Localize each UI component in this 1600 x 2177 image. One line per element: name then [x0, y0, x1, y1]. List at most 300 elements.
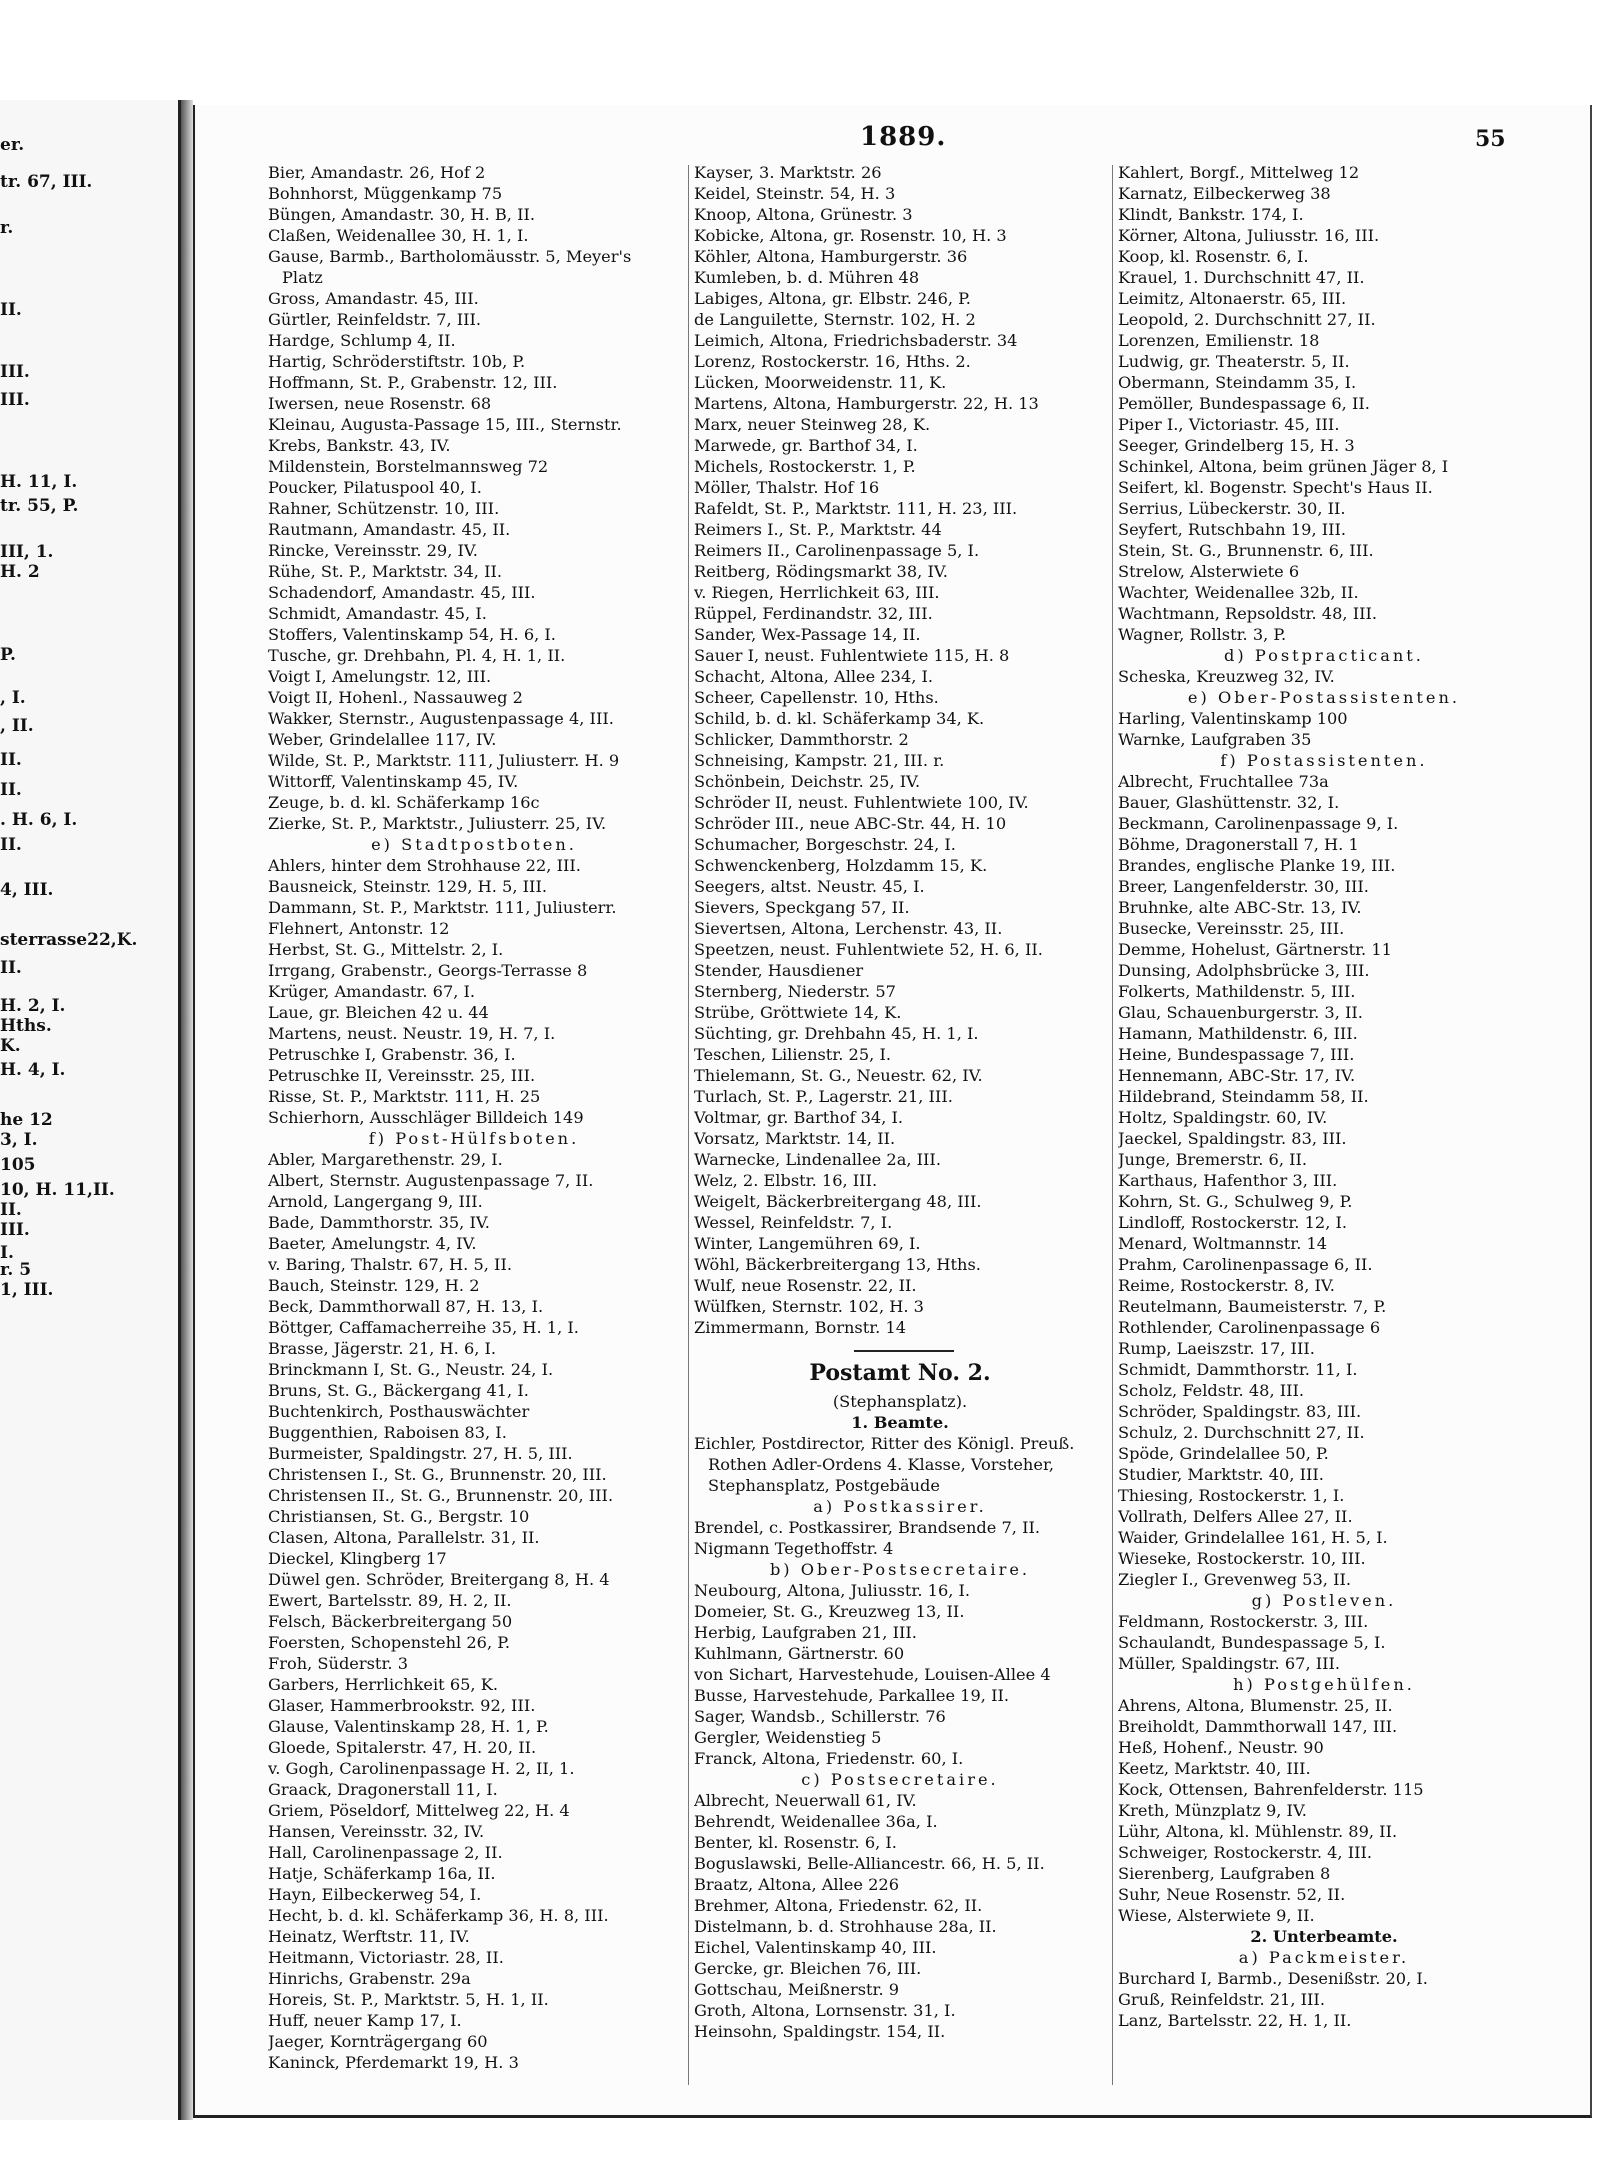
- previous-page-fragment: II.: [0, 835, 22, 855]
- directory-entry: Bruhnke, alte ABC-Str. 13, IV.: [1118, 898, 1362, 917]
- previous-page-fragment: , II.: [0, 716, 34, 736]
- directory-entry: Rahner, Schützenstr. 10, III.: [268, 499, 500, 518]
- section-heading: d) Postpracticant.: [1224, 646, 1424, 665]
- directory-entry: Piper I., Victoriastr. 45, III.: [1118, 415, 1340, 434]
- directory-entry: Hamann, Mathildenstr. 6, III.: [1118, 1024, 1358, 1043]
- directory-entry: Wiese, Alsterwiete 9, II.: [1118, 1906, 1315, 1925]
- office-subheading: (Stephansplatz).: [832, 1392, 968, 1411]
- directory-entry: Christensen I., St. G., Brunnenstr. 20, III.: [268, 1465, 607, 1484]
- directory-entry: Düwel gen. Schröder, Breitergang 8, H. 4: [268, 1570, 610, 1589]
- directory-entry: Breer, Langenfelderstr. 30, III.: [1118, 877, 1369, 896]
- directory-entry: Kohrn, St. G., Schulweg 9, P.: [1118, 1192, 1353, 1211]
- directory-entry: Petruschke II, Vereinsstr. 25, III.: [268, 1066, 536, 1085]
- directory-entry: Clasen, Altona, Parallelstr. 31, II.: [268, 1528, 540, 1547]
- directory-entry: Heinsohn, Spaldingstr. 154, II.: [694, 2022, 946, 2041]
- directory-entry: Kayser, 3. Marktstr. 26: [694, 163, 882, 182]
- directory-entry: Ahlers, hinter dem Strohhause 22, III.: [268, 856, 581, 875]
- directory-entry: Stein, St. G., Brunnenstr. 6, III.: [1118, 541, 1374, 560]
- directory-entry: Herbig, Laufgraben 21, III.: [694, 1623, 917, 1642]
- directory-entry: Rautmann, Amandastr. 45, II.: [268, 520, 511, 539]
- directory-entry: Seegers, altst. Neustr. 45, I.: [694, 877, 925, 896]
- directory-entry: Jaeger, Kornträgergang 60: [268, 2032, 488, 2051]
- directory-entry: Pemöller, Bundespassage 6, II.: [1118, 394, 1370, 413]
- directory-entry: Prahm, Carolinenpassage 6, II.: [1118, 1255, 1373, 1274]
- directory-entry: Glau, Schauenburgerstr. 3, II.: [1118, 1003, 1363, 1022]
- directory-entry: Böttger, Caffamacherreihe 35, H. 1, I.: [268, 1318, 579, 1337]
- directory-entry: Gross, Amandastr. 45, III.: [268, 289, 479, 308]
- directory-entry: Turlach, St. P., Lagerstr. 21, III.: [694, 1087, 953, 1106]
- previous-page-fragment: , I.: [0, 688, 26, 708]
- directory-entry: Poucker, Pilatuspool 40, I.: [268, 478, 482, 497]
- directory-entry: Möller, Thalstr. Hof 16: [694, 478, 880, 497]
- directory-entry: Jaeckel, Spaldingstr. 83, III.: [1118, 1129, 1347, 1148]
- directory-entry: Herbst, St. G., Mittelstr. 2, I.: [268, 940, 504, 959]
- directory-entry: Müller, Spaldingstr. 67, III.: [1118, 1654, 1341, 1673]
- directory-entry: Speetzen, neust. Fuhlentwiete 52, H. 6, II.: [694, 940, 1043, 959]
- directory-entry: Stoffers, Valentinskamp 54, H. 6, I.: [268, 625, 556, 644]
- page-header-year: 1889.: [860, 122, 947, 152]
- directory-entry: Strübe, Gröttwiete 14, K.: [694, 1003, 902, 1022]
- directory-entry: Eichler, Postdirector, Ritter des Königl. Preuß.: [694, 1434, 1075, 1453]
- directory-entry: Michels, Rostockerstr. 1, P.: [694, 457, 916, 476]
- directory-entry: Winter, Langemühren 69, I.: [694, 1234, 921, 1253]
- directory-entry: Sievers, Speckgang 57, II.: [694, 898, 910, 917]
- directory-entry: Schinkel, Altona, beim grünen Jäger 8, I: [1118, 457, 1449, 476]
- previous-page-fragment: tr. 55, P.: [0, 496, 79, 516]
- directory-entry: Huff, neuer Kamp 17, I.: [268, 2011, 462, 2030]
- directory-entry: Obermann, Steindamm 35, I.: [1118, 373, 1357, 392]
- directory-entry: Voigt I, Amelungstr. 12, III.: [268, 667, 492, 686]
- directory-entry: Gause, Barmb., Bartholomäusstr. 5, Meyer's: [268, 247, 632, 266]
- directory-entry: Schumacher, Borgeschstr. 24, I.: [694, 835, 956, 854]
- directory-entry: Vorsatz, Marktstr. 14, II.: [694, 1129, 896, 1148]
- previous-page-fragment: 1, III.: [0, 1280, 54, 1300]
- directory-entry: Ludwig, gr. Theaterstr. 5, II.: [1118, 352, 1350, 371]
- directory-entry: Glause, Valentinskamp 28, H. 1, P.: [268, 1717, 549, 1736]
- directory-entry: Reitberg, Rödingsmarkt 38, IV.: [694, 562, 948, 581]
- directory-entry: Kobicke, Altona, gr. Rosenstr. 10, H. 3: [694, 226, 1007, 245]
- directory-entry: Dunsing, Adolphsbrücke 3, III.: [1118, 961, 1370, 980]
- previous-page-fragment: II.: [0, 1200, 22, 1220]
- directory-entry: Weigelt, Bäckerbreitergang 48, III.: [694, 1192, 982, 1211]
- directory-entry: Wieseke, Rostockerstr. 10, III.: [1118, 1549, 1366, 1568]
- section-heading: e) Stadtpostboten.: [371, 835, 577, 854]
- directory-entry: Busecke, Vereinsstr. 25, III.: [1118, 919, 1345, 938]
- directory-entry: Hecht, b. d. kl. Schäferkamp 36, H. 8, III.: [268, 1906, 609, 1925]
- directory-entry: Krauel, 1. Durchschnitt 47, II.: [1118, 268, 1365, 287]
- directory-entry: Buchtenkirch, Posthauswächter: [268, 1402, 530, 1421]
- directory-entry: Seeger, Grindelberg 15, H. 3: [1118, 436, 1355, 455]
- directory-entry: Busse, Harvestehude, Parkallee 19, II.: [694, 1686, 1010, 1705]
- previous-page-fragment: sterrasse22,K.: [0, 930, 138, 950]
- section-heading: f) Post-Hülfsboten.: [368, 1129, 580, 1148]
- directory-entry: Heinatz, Werftstr. 11, IV.: [268, 1927, 470, 1946]
- previous-page-fragment: H. 2, I.: [0, 996, 66, 1016]
- directory-entry: Brehmer, Altona, Friedenstr. 62, II.: [694, 1896, 983, 1915]
- directory-entry: Albrecht, Fruchtallee 73a: [1118, 772, 1329, 791]
- directory-entry: Gottschau, Meißnerstr. 9: [694, 1980, 900, 1999]
- directory-entry: Brandes, englische Planke 19, III.: [1118, 856, 1396, 875]
- directory-entry: Warnke, Laufgraben 35: [1118, 730, 1312, 749]
- directory-entry: Braatz, Altona, Allee 226: [694, 1875, 899, 1894]
- book-gutter: [181, 100, 193, 2120]
- directory-entry: Wülfken, Sternstr. 102, H. 3: [694, 1297, 924, 1316]
- directory-entry: Lorenzen, Emilienstr. 18: [1118, 331, 1320, 350]
- previous-page-fragment: H. 11, I.: [0, 472, 78, 492]
- directory-entry: Albrecht, Neuerwall 61, IV.: [694, 1791, 917, 1810]
- directory-entry: Griem, Pöseldorf, Mittelweg 22, H. 4: [268, 1801, 570, 1820]
- previous-page-fragment: I.: [0, 1243, 14, 1263]
- directory-entry: Heß, Hohenf., Neustr. 90: [1118, 1738, 1324, 1757]
- directory-entry: Leopold, 2. Durchschnitt 27, II.: [1118, 310, 1376, 329]
- directory-entry: Vollrath, Delfers Allee 27, II.: [1118, 1507, 1353, 1526]
- directory-entry: Heitmann, Victoriastr. 28, II.: [268, 1948, 504, 1967]
- directory-entry: Schadendorf, Amandastr. 45, III.: [268, 583, 536, 602]
- section-heading: a) Postkassirer.: [813, 1497, 987, 1516]
- directory-entry: Petruschke I, Grabenstr. 36, I.: [268, 1045, 516, 1064]
- directory-entry: Eichel, Valentinskamp 40, III.: [694, 1938, 937, 1957]
- directory-entry: Zierke, St. P., Marktstr., Juliusterr. 25, IV.: [268, 814, 607, 833]
- directory-entry: Kuhlmann, Gärtnerstr. 60: [694, 1644, 905, 1663]
- directory-entry: Schild, b. d. kl. Schäferkamp 34, K.: [694, 709, 985, 728]
- column-divider: [1112, 165, 1113, 2085]
- directory-entry: Menard, Woltmannstr. 14: [1118, 1234, 1328, 1253]
- directory-entry: Bade, Dammthorstr. 35, IV.: [268, 1213, 490, 1232]
- directory-entry-continuation: Platz: [282, 268, 323, 287]
- directory-entry: Bier, Amandastr. 26, Hof 2: [268, 163, 486, 182]
- directory-entry: Warnecke, Lindenallee 2a, III.: [694, 1150, 941, 1169]
- previous-page-fragment: II.: [0, 750, 22, 770]
- directory-entry: Wittorff, Valentinskamp 45, IV.: [268, 772, 519, 791]
- directory-entry: Kaninck, Pferdemarkt 19, H. 3: [268, 2053, 519, 2072]
- directory-entry: Brendel, c. Postkassirer, Brandsende 7, II.: [694, 1518, 1041, 1537]
- directory-column-left: [268, 162, 680, 2073]
- directory-entry: Schierhorn, Ausschläger Billdeich 149: [268, 1108, 584, 1127]
- directory-entry: Keetz, Marktstr. 40, III.: [1118, 1759, 1311, 1778]
- directory-entry: Weber, Grindelallee 117, IV.: [268, 730, 497, 749]
- directory-entry: Hinrichs, Grabenstr. 29a: [268, 1969, 471, 1988]
- directory-entry: Kahlert, Borgf., Mittelweg 12: [1118, 163, 1360, 182]
- directory-entry: Rühe, St. P., Marktstr. 34, II.: [268, 562, 503, 581]
- directory-entry: Thiesing, Rostockerstr. 1, I.: [1118, 1486, 1345, 1505]
- directory-entry: Felsch, Bäckerbreitergang 50: [268, 1612, 513, 1631]
- directory-entry: Schröder II, neust. Fuhlentwiete 100, IV.: [694, 793, 1029, 812]
- directory-entry: Schmidt, Dammthorstr. 11, I.: [1118, 1360, 1358, 1379]
- directory-entry: Christensen II., St. G., Brunnenstr. 20, III.: [268, 1486, 614, 1505]
- directory-entry: v. Gogh, Carolinenpassage H. 2, II, 1.: [268, 1759, 575, 1778]
- directory-entry: Feldmann, Rostockerstr. 3, III.: [1118, 1612, 1369, 1631]
- directory-column-middle: [694, 162, 1106, 2042]
- directory-entry: Rincke, Vereinsstr. 29, IV.: [268, 541, 478, 560]
- directory-entry: Lanz, Bartelsstr. 22, H. 1, II.: [1118, 2011, 1352, 2030]
- directory-entry: Beck, Dammthorwall 87, H. 13, I.: [268, 1297, 544, 1316]
- column-divider: [688, 165, 689, 2085]
- directory-entry: Boguslawski, Belle-Alliancestr. 66, H. 5, II.: [694, 1854, 1045, 1873]
- directory-entry: Burchard I, Barmb., Desenißstr. 20, I.: [1118, 1969, 1428, 1988]
- directory-entry: Christiansen, St. G., Bergstr. 10: [268, 1507, 530, 1526]
- directory-entry: von Sichart, Harvestehude, Louisen-Allee 4: [694, 1665, 1051, 1684]
- directory-entry: Reimers II., Carolinenpassage 5, I.: [694, 541, 980, 560]
- directory-entry: Ahrens, Altona, Blumenstr. 25, II.: [1118, 1696, 1393, 1715]
- directory-entry: Rüppel, Ferdinandstr. 32, III.: [694, 604, 933, 623]
- directory-entry: Glaser, Hammerbrookstr. 92, III.: [268, 1696, 536, 1715]
- directory-entry: Suhr, Neue Rosenstr. 52, II.: [1118, 1885, 1346, 1904]
- directory-entry: Karnatz, Eilbeckerweg 38: [1118, 184, 1331, 203]
- directory-entry: Folkerts, Mathildenstr. 5, III.: [1118, 982, 1356, 1001]
- directory-entry: Wöhl, Bäckerbreitergang 13, Hths.: [694, 1255, 981, 1274]
- directory-entry: Bruns, St. G., Bäckergang 41, I.: [268, 1381, 529, 1400]
- directory-entry: Risse, St. P., Marktstr. 111, H. 25: [268, 1087, 541, 1106]
- directory-entry: Hall, Carolinenpassage 2, II.: [268, 1843, 503, 1862]
- directory-entry: v. Baring, Thalstr. 67, H. 5, II.: [268, 1255, 512, 1274]
- directory-entry: Behrendt, Weidenallee 36a, I.: [694, 1812, 938, 1831]
- directory-entry: Harling, Valentinskamp 100: [1118, 709, 1348, 728]
- directory-entry: Schulz, 2. Durchschnitt 27, II.: [1118, 1423, 1365, 1442]
- directory-entry: Horeis, St. P., Marktstr. 5, H. 1, II.: [268, 1990, 549, 2009]
- directory-entry: Reutelmann, Baumeisterstr. 7, P.: [1118, 1297, 1387, 1316]
- previous-page-edge: [0, 100, 181, 2120]
- directory-entry: Kock, Ottensen, Bahrenfelderstr. 115: [1118, 1780, 1424, 1799]
- directory-entry: Groth, Altona, Lornsenstr. 31, I.: [694, 2001, 956, 2020]
- directory-entry: Kreth, Münzplatz 9, IV.: [1118, 1801, 1307, 1820]
- directory-entry: Bauch, Steinstr. 129, H. 2: [268, 1276, 480, 1295]
- directory-entry: Franck, Altona, Friedenstr. 60, I.: [694, 1749, 964, 1768]
- directory-entry: Schlicker, Dammthorstr. 2: [694, 730, 909, 749]
- previous-page-fragment: P.: [0, 645, 16, 665]
- directory-entry: Stender, Hausdiener: [694, 961, 864, 980]
- directory-entry: Leimich, Altona, Friedrichsbaderstr. 34: [694, 331, 1018, 350]
- previous-page-fragment: . H. 6, I.: [0, 810, 78, 830]
- directory-entry: Schwenckenberg, Holzdamm 15, K.: [694, 856, 988, 875]
- directory-entry: Bauer, Glashüttenstr. 32, I.: [1118, 793, 1340, 812]
- directory-entry: Seifert, kl. Bogenstr. Specht's Haus II.: [1118, 478, 1433, 497]
- directory-entry: Wilde, St. P., Marktstr. 111, Juliusterr. H. 9: [268, 751, 620, 770]
- directory-entry: Hayn, Eilbeckerweg 54, I.: [268, 1885, 482, 1904]
- directory-entry: Bausneick, Steinstr. 129, H. 5, III.: [268, 877, 547, 896]
- directory-entry: Holtz, Spaldingstr. 60, IV.: [1118, 1108, 1328, 1127]
- section-heading: b) Ober-Postsecretaire.: [769, 1560, 1031, 1579]
- previous-page-fragment: III.: [0, 390, 30, 410]
- directory-entry: Hennemann, ABC-Str. 17, IV.: [1118, 1066, 1356, 1085]
- previous-page-fragment: 10, H. 11,II.: [0, 1180, 115, 1200]
- directory-entry: Schönbein, Deichstr. 25, IV.: [694, 772, 921, 791]
- directory-entry: Martens, neust. Neustr. 19, H. 7, I.: [268, 1024, 556, 1043]
- directory-entry-continuation: Stephansplatz, Postgebäude: [708, 1476, 940, 1495]
- directory-entry: Körner, Altona, Juliusstr. 16, III.: [1118, 226, 1380, 245]
- directory-entry: Mildenstein, Borstelmannsweg 72: [268, 457, 549, 476]
- previous-page-fragment: II.: [0, 300, 22, 320]
- directory-entry: Karthaus, Hafenthor 3, III.: [1118, 1171, 1338, 1190]
- directory-entry: Lindloff, Rostockerstr. 12, I.: [1118, 1213, 1348, 1232]
- directory-entry: Buggenthien, Raboisen 83, I.: [268, 1423, 507, 1442]
- directory-entry: Klindt, Bankstr. 174, I.: [1118, 205, 1304, 224]
- section-heading: e) Ober-Postassistenten.: [1187, 688, 1461, 707]
- directory-entry: Knoop, Altona, Grünestr. 3: [694, 205, 913, 224]
- previous-page-fragment: er.: [0, 135, 25, 155]
- directory-entry: Waider, Grindelallee 161, H. 5, I.: [1118, 1528, 1388, 1547]
- directory-entry: Neubourg, Altona, Juliusstr. 16, I.: [694, 1581, 971, 1600]
- directory-entry: Baeter, Amelungstr. 4, IV.: [268, 1234, 477, 1253]
- previous-page-fragment: III, 1.: [0, 542, 54, 562]
- directory-entry: Rump, Laeiszstr. 17, III.: [1118, 1339, 1315, 1358]
- directory-entry: Spöde, Grindelallee 50, P.: [1118, 1444, 1329, 1463]
- directory-entry: v. Riegen, Herrlichkeit 63, III.: [694, 583, 940, 602]
- directory-entry: Köhler, Altona, Hamburgerstr. 36: [694, 247, 968, 266]
- directory-entry: Graack, Dragonerstall 11, I.: [268, 1780, 498, 1799]
- directory-entry: Flehnert, Antonstr. 12: [268, 919, 450, 938]
- directory-entry: Marx, neuer Steinweg 28, K.: [694, 415, 931, 434]
- directory-entry: Hansen, Vereinsstr. 32, IV.: [268, 1822, 485, 1841]
- directory-entry: Hildebrand, Steindamm 58, II.: [1118, 1087, 1369, 1106]
- directory-entry: Schweiger, Rostockerstr. 4, III.: [1118, 1843, 1373, 1862]
- directory-entry: Breiholdt, Dammthorwall 147, III.: [1118, 1717, 1398, 1736]
- directory-entry: Reime, Rostockerstr. 8, IV.: [1118, 1276, 1335, 1295]
- directory-entry: Lorenz, Rostockerstr. 16, Hths. 2.: [694, 352, 971, 371]
- directory-entry: Schacht, Altona, Allee 234, I.: [694, 667, 934, 686]
- directory-entry: Sauer I, neust. Fuhlentwiete 115, H. 8: [694, 646, 1010, 665]
- directory-entry: Lühr, Altona, kl. Mühlenstr. 89, II.: [1118, 1822, 1398, 1841]
- directory-entry: Martens, Altona, Hamburgerstr. 22, H. 13: [694, 394, 1039, 413]
- directory-entry: Scholz, Feldstr. 48, III.: [1118, 1381, 1305, 1400]
- office-heading: Postamt No. 2.: [809, 1360, 991, 1386]
- section-heading: 1. Beamte.: [851, 1413, 949, 1432]
- section-heading: h) Postgehülfen.: [1233, 1675, 1415, 1694]
- directory-entry: Ziegler I., Grevenweg 53, II.: [1118, 1570, 1352, 1589]
- directory-entry: Hatje, Schäferkamp 16a, II.: [268, 1864, 496, 1883]
- directory-entry: Schröder, Spaldingstr. 83, III.: [1118, 1402, 1362, 1421]
- section-heading: g) Postleven.: [1251, 1591, 1397, 1610]
- directory-entry: Albert, Sternstr. Augustenpassage 7, II.: [268, 1171, 594, 1190]
- directory-entry: Hartig, Schröderstiftstr. 10b, P.: [268, 352, 526, 371]
- previous-page-fragment: r.: [0, 218, 14, 238]
- directory-entry: Keidel, Steinstr. 54, H. 3: [694, 184, 896, 203]
- directory-entry: Ewert, Bartelsstr. 89, H. 2, II.: [268, 1591, 512, 1610]
- directory-entry: Lücken, Moorweidenstr. 11, K.: [694, 373, 947, 392]
- directory-entry: Voltmar, gr. Barthof 34, I.: [694, 1108, 904, 1127]
- directory-entry: Demme, Hohelust, Gärtnerstr. 11: [1118, 940, 1392, 959]
- previous-page-fragment: K.: [0, 1036, 21, 1056]
- directory-entry: Thielemann, St. G., Neuestr. 62, IV.: [694, 1066, 983, 1085]
- directory-entry: Sternberg, Niederstr. 57: [694, 982, 896, 1001]
- directory-entry: Laue, gr. Bleichen 42 u. 44: [268, 1003, 489, 1022]
- directory-entry: Iwersen, neue Rosenstr. 68: [268, 394, 492, 413]
- directory-entry: Dieckel, Klingberg 17: [268, 1549, 447, 1568]
- previous-page-fragment: III.: [0, 362, 30, 382]
- directory-entry: Abler, Margarethenstr. 29, I.: [268, 1150, 503, 1169]
- directory-column-right: [1118, 162, 1530, 2031]
- directory-entry: Foersten, Schopenstehl 26, P.: [268, 1633, 510, 1652]
- previous-page-fragment: 105: [0, 1155, 36, 1175]
- directory-entry-continuation: Rothen Adler-Ordens 4. Klasse, Vorsteher,: [708, 1455, 1055, 1474]
- directory-entry: Krüger, Amandastr. 67, I.: [268, 982, 476, 1001]
- section-heading: f) Postassistenten.: [1220, 751, 1428, 770]
- directory-entry: Kleinau, Augusta-Passage 15, III., Sternstr.: [268, 415, 622, 434]
- directory-entry: Zimmermann, Bornstr. 14: [694, 1318, 907, 1337]
- directory-entry: Burmeister, Spaldingstr. 27, H. 5, III.: [268, 1444, 573, 1463]
- directory-entry: Serrius, Lübeckerstr. 30, II.: [1118, 499, 1346, 518]
- directory-entry: de Languilette, Sternstr. 102, H. 2: [694, 310, 976, 329]
- directory-entry: Wagner, Rollstr. 3, P.: [1118, 625, 1287, 644]
- directory-entry: Brinckmann I, St. G., Neustr. 24, I.: [268, 1360, 554, 1379]
- directory-entry: Zeuge, b. d. kl. Schäferkamp 16c: [268, 793, 540, 812]
- directory-entry: Benter, kl. Rosenstr. 6, I.: [694, 1833, 897, 1852]
- directory-entry: Distelmann, b. d. Strohhause 28a, II.: [694, 1917, 997, 1936]
- directory-entry: Sander, Wex-Passage 14, II.: [694, 625, 921, 644]
- previous-page-fragment: II.: [0, 780, 22, 800]
- directory-entry: Teschen, Lilienstr. 25, I.: [694, 1045, 891, 1064]
- directory-entry: Gloede, Spitalerstr. 47, H. 20, II.: [268, 1738, 537, 1757]
- directory-entry: Schaulandt, Bundespassage 5, I.: [1118, 1633, 1386, 1652]
- directory-entry: Hardge, Schlump 4, II.: [268, 331, 456, 350]
- directory-entry: Gercke, gr. Bleichen 76, III.: [694, 1959, 922, 1978]
- directory-entry: Tusche, gr. Drehbahn, Pl. 4, H. 1, II.: [268, 646, 566, 665]
- directory-entry: Domeier, St. G., Kreuzweg 13, II.: [694, 1602, 965, 1621]
- directory-entry: Sager, Wandsb., Schillerstr. 76: [694, 1707, 946, 1726]
- directory-entry: Strelow, Alsterwiete 6: [1118, 562, 1300, 581]
- directory-entry: Nigmann Tegethoffstr. 4: [694, 1539, 894, 1558]
- directory-entry: Wachtmann, Repsoldstr. 48, III.: [1118, 604, 1378, 623]
- page-number: 55: [1475, 126, 1506, 152]
- directory-entry: Irrgang, Grabenstr., Georgs-Terrasse 8: [268, 961, 588, 980]
- directory-entry: Brasse, Jägerstr. 21, H. 6, I.: [268, 1339, 497, 1358]
- previous-page-fragment: 3, I.: [0, 1130, 38, 1150]
- previous-page-fragment: II.: [0, 958, 22, 978]
- directory-entry: Scheer, Capellenstr. 10, Hths.: [694, 688, 939, 707]
- directory-entry: Sievertsen, Altona, Lerchenstr. 43, II.: [694, 919, 1003, 938]
- directory-entry: Wakker, Sternstr., Augustenpassage 4, III.: [268, 709, 614, 728]
- previous-page-fragment: he 12: [0, 1110, 53, 1130]
- directory-entry: Schmidt, Amandastr. 45, I.: [268, 604, 487, 623]
- directory-entry: Gürtler, Reinfeldstr. 7, III.: [268, 310, 482, 329]
- directory-entry: Gergler, Weidenstieg 5: [694, 1728, 882, 1747]
- directory-entry: Rafeldt, St. P., Marktstr. 111, H. 23, III.: [694, 499, 1018, 518]
- directory-entry: Gruß, Reinfeldstr. 21, III.: [1118, 1990, 1325, 2009]
- section-heading: a) Packmeister.: [1238, 1948, 1410, 1967]
- directory-entry: Froh, Süderstr. 3: [268, 1654, 408, 1673]
- directory-entry: Dammann, St. P., Marktstr. 111, Juliusterr.: [268, 898, 617, 917]
- directory-entry: Welz, 2. Elbstr. 16, III.: [694, 1171, 878, 1190]
- directory-entry: Junge, Bremerstr. 6, II.: [1118, 1150, 1308, 1169]
- section-rule: [854, 1350, 954, 1353]
- directory-entry: Böhme, Dragonerstall 7, H. 1: [1118, 835, 1359, 854]
- directory-entry: Garbers, Herrlichkeit 65, K.: [268, 1675, 498, 1694]
- previous-page-fragment: H. 2: [0, 562, 40, 582]
- directory-entry: Hoffmann, St. P., Grabenstr. 12, III.: [268, 373, 558, 392]
- directory-entry: Scheska, Kreuzweg 32, IV.: [1118, 667, 1335, 686]
- directory-entry: Kumleben, b. d. Mühren 48: [694, 268, 920, 287]
- directory-entry: Labiges, Altona, gr. Elbstr. 246, P.: [694, 289, 971, 308]
- directory-entry: Claßen, Weidenallee 30, H. 1, I.: [268, 226, 529, 245]
- directory-entry: Krebs, Bankstr. 43, IV.: [268, 436, 451, 455]
- previous-page-fragment: Hths.: [0, 1016, 52, 1036]
- directory-entry: Marwede, gr. Barthof 34, I.: [694, 436, 918, 455]
- directory-entry: Reimers I., St. P., Marktstr. 44: [694, 520, 942, 539]
- directory-entry: Seyfert, Rutschbahn 19, III.: [1118, 520, 1347, 539]
- directory-entry: Arnold, Langergang 9, III.: [268, 1192, 483, 1211]
- directory-entry: Rothlender, Carolinenpassage 6: [1118, 1318, 1381, 1337]
- directory-entry: Koop, kl. Rosenstr. 6, I.: [1118, 247, 1309, 266]
- directory-entry: Bohnhorst, Müggenkamp 75: [268, 184, 503, 203]
- directory-entry: Wachter, Weidenallee 32b, II.: [1118, 583, 1359, 602]
- directory-entry: Sierenberg, Laufgraben 8: [1118, 1864, 1331, 1883]
- directory-entry: Beckmann, Carolinenpassage 9, I.: [1118, 814, 1399, 833]
- previous-page-fragment: H. 4, I.: [0, 1060, 66, 1080]
- directory-entry: Voigt II, Hohenl., Nassauweg 2: [268, 688, 523, 707]
- section-heading: 2. Unterbeamte.: [1250, 1927, 1398, 1946]
- directory-entry: Süchting, gr. Drehbahn 45, H. 1, I.: [694, 1024, 979, 1043]
- directory-entry: Studier, Marktstr. 40, III.: [1118, 1465, 1324, 1484]
- directory-entry: Wulf, neue Rosenstr. 22, II.: [694, 1276, 917, 1295]
